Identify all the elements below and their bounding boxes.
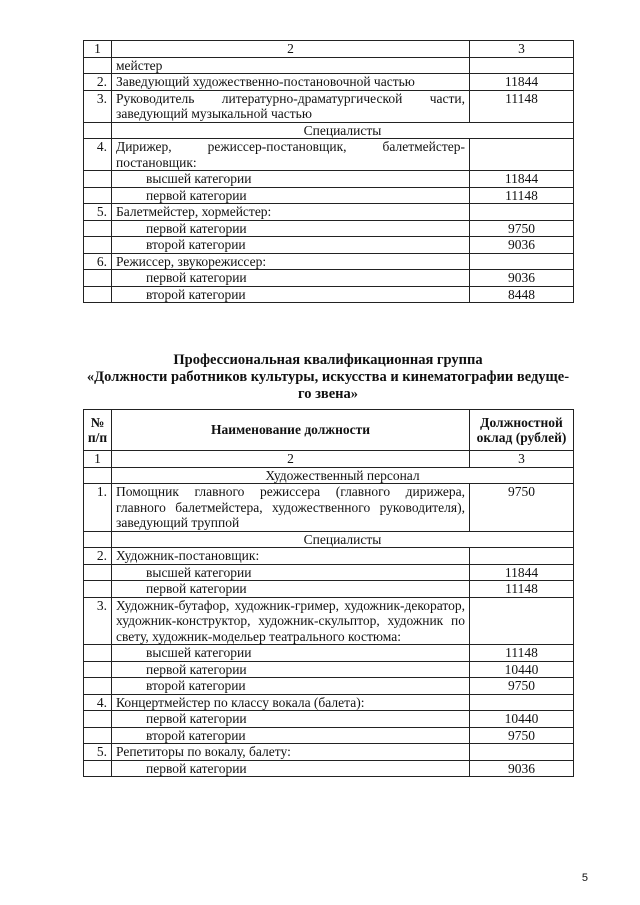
- row-number: [84, 760, 112, 777]
- position-name: Художник-бутафор, художник-гример, художник-декоратор, художник-конструктор, художник-скульптор, художник по свету, художник-модельер театрального костюма:: [112, 597, 470, 645]
- row-number: [84, 678, 112, 695]
- row-number: 5.: [84, 744, 112, 761]
- table-row: [84, 744, 574, 761]
- row-number: [84, 711, 112, 728]
- row-number: [84, 122, 112, 139]
- page-number: 5: [581, 872, 588, 884]
- title-line-3: го звена»: [297, 386, 359, 402]
- salary-value: [470, 57, 574, 74]
- col-number-1: 1: [84, 451, 112, 468]
- category-name: высшей категории: [112, 645, 470, 662]
- table-row: [84, 253, 574, 270]
- row-number: 3.: [84, 597, 112, 645]
- table-row: [84, 678, 574, 695]
- table-row: [84, 139, 574, 171]
- row-number: [84, 467, 112, 484]
- row-number: 5.: [84, 204, 112, 221]
- salary-value: 9750: [470, 220, 574, 237]
- table-row: [84, 57, 574, 74]
- row-number: [84, 727, 112, 744]
- table-row: [84, 661, 574, 678]
- row-number: [84, 286, 112, 303]
- table-row: [84, 270, 574, 287]
- header-number: № п/п: [84, 410, 112, 451]
- position-name: Заведующий художественно-постановочной частью: [112, 74, 470, 91]
- table-row: [84, 484, 574, 532]
- category-name: первой категории: [112, 187, 470, 204]
- position-name: Концертмейстер по классу вокала (балета):: [112, 694, 470, 711]
- table-row: [84, 564, 574, 581]
- salary-value: 11148: [470, 187, 574, 204]
- salary-value: 11148: [470, 581, 574, 598]
- category-name: второй категории: [112, 678, 470, 695]
- category-name: первой категории: [112, 711, 470, 728]
- table-row: [84, 548, 574, 565]
- row-number: [84, 581, 112, 598]
- section-title: Специалисты: [112, 122, 574, 139]
- salary-value: 9750: [470, 484, 574, 532]
- category-name: высшей категории: [112, 171, 470, 188]
- salary-value: 9036: [470, 760, 574, 777]
- table-row: [84, 727, 574, 744]
- col-number-3: 3: [470, 451, 574, 468]
- position-name: Режиссер, звукорежиссер:: [112, 253, 470, 270]
- row-number: [84, 564, 112, 581]
- row-number: 2.: [84, 548, 112, 565]
- table-row: [84, 187, 574, 204]
- row-number: [84, 171, 112, 188]
- salary-table-leading-level: [83, 409, 574, 777]
- section-row: [84, 531, 574, 548]
- section-title: Специалисты: [112, 531, 574, 548]
- column-number-row: [84, 41, 574, 58]
- salary-table-continued: [83, 40, 574, 303]
- row-number: [84, 220, 112, 237]
- row-number: [84, 187, 112, 204]
- table-row: [84, 645, 574, 662]
- title-line-2: «Должности работников культуры, искусства и кинематографии ведуще-: [86, 369, 570, 385]
- section-row: [84, 467, 574, 484]
- position-name: Репетиторы по вокалу, балету:: [112, 744, 470, 761]
- salary-value: 10440: [470, 711, 574, 728]
- header-position-name: Наименование должности: [112, 410, 470, 451]
- title-line-1: Профессиональная квалификационная группа: [173, 352, 483, 368]
- position-name: Дирижер, режиссер-постановщик, балетмейстер-постановщик:: [112, 139, 470, 171]
- salary-value: 11844: [470, 74, 574, 91]
- table-row: [84, 204, 574, 221]
- salary-value: 11844: [470, 171, 574, 188]
- category-name: первой категории: [112, 760, 470, 777]
- salary-value: [470, 548, 574, 565]
- table-row: [84, 694, 574, 711]
- row-number: [84, 661, 112, 678]
- salary-value: 11148: [470, 90, 574, 122]
- position-name: мейстер: [112, 57, 470, 74]
- row-number: [84, 57, 112, 74]
- table-row: [84, 171, 574, 188]
- table-row: [84, 237, 574, 254]
- row-number: [84, 531, 112, 548]
- salary-value: 9036: [470, 270, 574, 287]
- row-number: 6.: [84, 253, 112, 270]
- col-number-1: 1: [84, 41, 112, 58]
- category-name: второй категории: [112, 237, 470, 254]
- column-number-row: [84, 451, 574, 468]
- salary-value: [470, 204, 574, 221]
- category-name: второй категории: [112, 727, 470, 744]
- position-name: Балетмейстер, хормейстер:: [112, 204, 470, 221]
- row-number: 4.: [84, 694, 112, 711]
- col-number-2: 2: [112, 451, 470, 468]
- table-row: [84, 90, 574, 122]
- salary-value: [470, 253, 574, 270]
- salary-value: 9036: [470, 237, 574, 254]
- table-row: [84, 760, 574, 777]
- row-number: [84, 237, 112, 254]
- salary-value: [470, 597, 574, 645]
- row-number: 1.: [84, 484, 112, 532]
- salary-value: [470, 694, 574, 711]
- section-row: [84, 122, 574, 139]
- salary-value: 11148: [470, 645, 574, 662]
- category-name: высшей категории: [112, 564, 470, 581]
- col-number-3: 3: [470, 41, 574, 58]
- position-name: Руководитель литературно-драматургической части, заведующий музыкальной частью: [112, 90, 470, 122]
- header-salary: Должностной оклад (рублей): [470, 410, 574, 451]
- salary-value: [470, 744, 574, 761]
- table-row: [84, 220, 574, 237]
- salary-value: [470, 139, 574, 171]
- salary-value: 9750: [470, 727, 574, 744]
- qualification-group-title: [70, 352, 586, 403]
- category-name: первой категории: [112, 270, 470, 287]
- row-number: 2.: [84, 74, 112, 91]
- category-name: первой категории: [112, 581, 470, 598]
- salary-value: 9750: [470, 678, 574, 695]
- row-number: 4.: [84, 139, 112, 171]
- category-name: второй категории: [112, 286, 470, 303]
- row-number: [84, 270, 112, 287]
- section-title: Художественный персонал: [112, 467, 574, 484]
- table-row: [84, 286, 574, 303]
- category-name: первой категории: [112, 220, 470, 237]
- position-name: Помощник главного режиссера (главного дирижера, главного балетмейстера, художественного руководителя), заведующий труппой: [112, 484, 470, 532]
- category-name: первой категории: [112, 661, 470, 678]
- table-row: [84, 597, 574, 645]
- salary-value: 11844: [470, 564, 574, 581]
- table-row: [84, 711, 574, 728]
- row-number: [84, 645, 112, 662]
- salary-value: 10440: [470, 661, 574, 678]
- row-number: 3.: [84, 90, 112, 122]
- salary-value: 8448: [470, 286, 574, 303]
- header-row: [84, 410, 574, 451]
- col-number-2: 2: [112, 41, 470, 58]
- position-name: Художник-постановщик:: [112, 548, 470, 565]
- table-row: [84, 581, 574, 598]
- table-row: [84, 74, 574, 91]
